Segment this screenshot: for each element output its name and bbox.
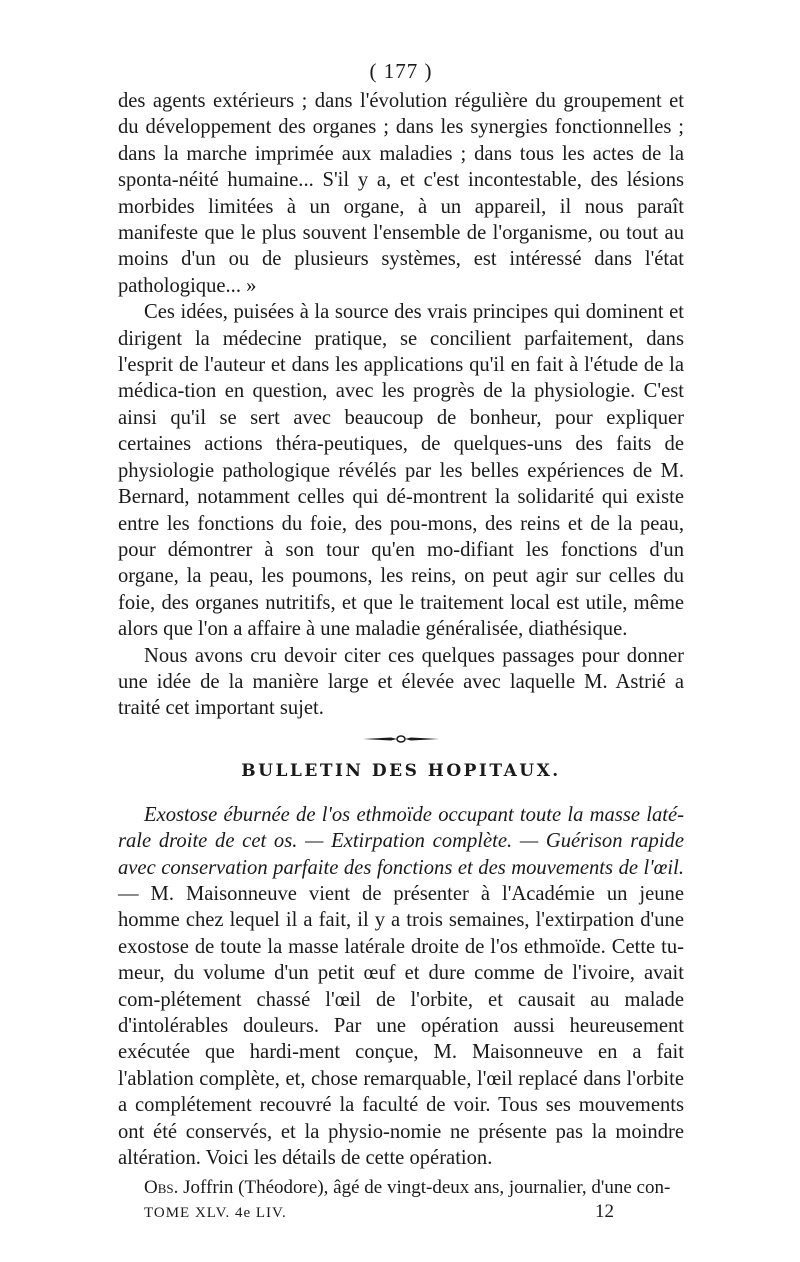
book-page bbox=[118, 58, 684, 1224]
page-number: ( 177 ) bbox=[369, 59, 433, 83]
case-title: Exostose éburnée de l'os ethmoïde occupant toute la masse laté-rale droite de cet os. — Extirpation complète. — Guérison rapide avec conservation parfaite des fonctions et des mouvements de l'œil. bbox=[118, 803, 684, 879]
divider-ornament-icon bbox=[361, 734, 441, 744]
volume-signature: TOME XLV. 4e LIV. bbox=[144, 1205, 287, 1222]
observation-paragraph bbox=[118, 1175, 684, 1201]
observation-text: Joffrin (Théodore), âgé de vingt-deux ans, journalier, d'une con- bbox=[178, 1177, 671, 1199]
case-report-paragraph bbox=[118, 802, 684, 1172]
body-paragraph-1: des agents extérieurs ; dans l'évolution régulière du groupement et du développement des organes ; dans les synergies fonctionnelles ; dans la marche imprimée aux maladies ; dans tous les actes de la sponta-néité humaine... S'il y a, et c'est incontestable, des lésions morbides limitées à un organe, à un appareil, il nous paraît manifeste que le plus souvent l'ensemble de l'organisme, ou tout au moins d'un ou de plusieurs systèmes, est intéressé dans l'état pathologique... » bbox=[118, 90, 684, 297]
observation-label: Obs. bbox=[144, 1177, 179, 1199]
gathering-number: 12 bbox=[595, 1201, 614, 1223]
body-paragraph-3: Nous avons cru devoir citer ces quelques passages pour donner une idée de la manière large et élevée avec laquelle M. Astrié a traité cet important sujet. bbox=[118, 644, 684, 720]
body-paragraph-2: Ces idées, puisées à la source des vrais principes qui dominent et dirigent la médecine pratique, se concilient parfaitement, dans l'esprit de l'auteur et dans les applications qu'il en fait à l'étude de la médica-tion en question, avec les progrès de la physiologie. C'est ainsi qu'il se sert avec beaucoup de bonheur, pour expliquer certaines actions théra-peutiques, de quelques-uns des faits de physiologie pathologique révélés par les belles expériences de M. Bernard, notamment celles qui dé-montrent la solidarité qui existe entre les fonctions du foie, des pou-mons, des reins et de la peau, pour démontrer à son tour qu'en mo-difiant les fonctions d'un organe, la peau, les poumons, les reins, on peut agir sur celles du foie, des organes nutritifs, et que le traitement local est utile, même alors que l'on a affaire à une maladie généralisée, diathésique. bbox=[118, 301, 684, 641]
case-text: — M. Maisonneuve vient de présenter à l'Académie un jeune homme chez lequel il a fait, il y a trois semaines, l'extirpation d'une exostose de toute la masse latérale droite de l'os ethmoïde. Cette tu-meur, du volume d'un petit œuf et dure comme de l'ivoire, avait com-plétement chassé l'œil de l'orbite, et causait au malade d'intolérables douleurs. Par une opération aussi heureusement exécutée que hardi-ment conçue, M. Maisonneuve en a fait l'ablation complète, et, chose remarquable, l'œil replacé dans l'orbite a complétement recouvré la faculté de voir. Tous ses mouvements ont été conservés, et la physio-nomie ne présente pas la moindre altération. Voici les détails de cette opération. bbox=[118, 882, 684, 1170]
page-footer bbox=[118, 1201, 684, 1224]
section-heading: BULLETIN DES HOPITAUX. bbox=[241, 760, 561, 781]
ornamental-divider bbox=[118, 728, 684, 750]
